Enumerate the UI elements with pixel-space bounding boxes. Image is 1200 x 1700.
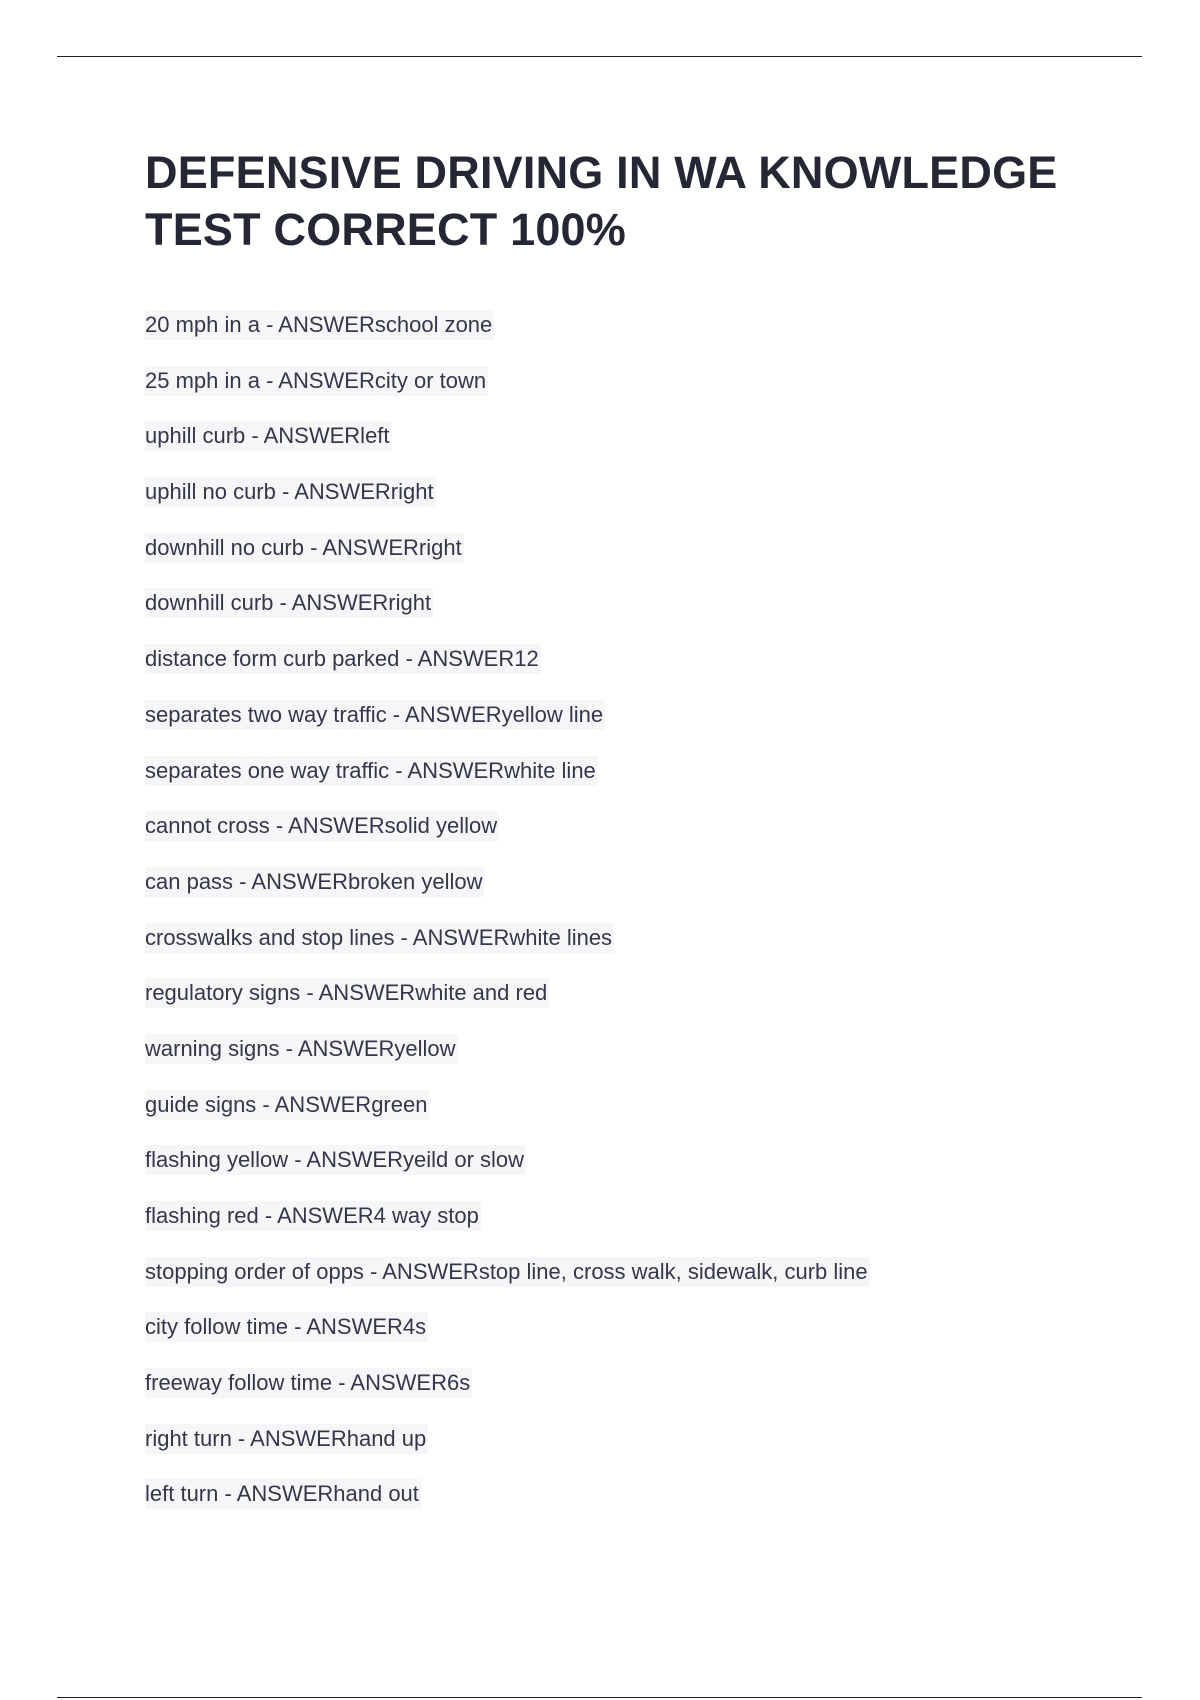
list-item: [145, 310, 1105, 366]
qa-list: [145, 310, 1105, 1535]
qa-text: stopping order of opps - ANSWERstop line, cross walk, sidewalk, curb line: [145, 1257, 870, 1287]
list-item: [145, 756, 1105, 812]
qa-text: separates one way traffic - ANSWERwhite line: [145, 756, 598, 786]
qa-text: separates two way traffic - ANSWERyellow line: [145, 700, 605, 730]
footer-rule: [57, 1697, 1142, 1698]
list-item: [145, 1090, 1105, 1146]
list-item: [145, 811, 1105, 867]
qa-text: right turn - ANSWERhand up: [145, 1424, 428, 1454]
qa-text: 25 mph in a - ANSWERcity or town: [145, 366, 488, 396]
qa-text: flashing yellow - ANSWERyeild or slow: [145, 1145, 526, 1175]
qa-text: crosswalks and stop lines - ANSWERwhite lines: [145, 923, 614, 953]
list-item: [145, 1145, 1105, 1201]
list-item: [145, 1424, 1105, 1480]
qa-text: can pass - ANSWERbroken yellow: [145, 867, 484, 897]
list-item: [145, 477, 1105, 533]
list-item: [145, 421, 1105, 477]
list-item: [145, 1479, 1105, 1535]
list-item: [145, 533, 1105, 589]
qa-text: downhill curb - ANSWERright: [145, 588, 433, 618]
list-item: [145, 923, 1105, 979]
list-item: [145, 644, 1105, 700]
list-item: [145, 588, 1105, 644]
qa-text: left turn - ANSWERhand out: [145, 1479, 421, 1509]
list-item: [145, 1034, 1105, 1090]
qa-text: guide signs - ANSWERgreen: [145, 1090, 429, 1120]
list-item: [145, 1312, 1105, 1368]
list-item: [145, 978, 1105, 1034]
list-item: [145, 867, 1105, 923]
qa-text: flashing red - ANSWER4 way stop: [145, 1201, 481, 1231]
list-item: [145, 1201, 1105, 1257]
qa-text: city follow time - ANSWER4s: [145, 1312, 428, 1342]
header-rule: [57, 56, 1142, 57]
qa-text: uphill curb - ANSWERleft: [145, 421, 392, 451]
qa-text: freeway follow time - ANSWER6s: [145, 1368, 472, 1398]
list-item: [145, 700, 1105, 756]
list-item: [145, 1368, 1105, 1424]
qa-text: warning signs - ANSWERyellow: [145, 1034, 458, 1064]
qa-text: downhill no curb - ANSWERright: [145, 533, 464, 563]
qa-text: regulatory signs - ANSWERwhite and red: [145, 978, 549, 1008]
qa-text: 20 mph in a - ANSWERschool zone: [145, 310, 494, 340]
qa-text: cannot cross - ANSWERsolid yellow: [145, 811, 499, 841]
list-item: [145, 1257, 1105, 1313]
document-title: DEFENSIVE DRIVING IN WA KNOWLEDGE TEST CORRECT 100%: [145, 147, 1058, 255]
qa-text: uphill no curb - ANSWERright: [145, 477, 436, 507]
list-item: [145, 366, 1105, 422]
qa-text: distance form curb parked - ANSWER12: [145, 644, 541, 674]
